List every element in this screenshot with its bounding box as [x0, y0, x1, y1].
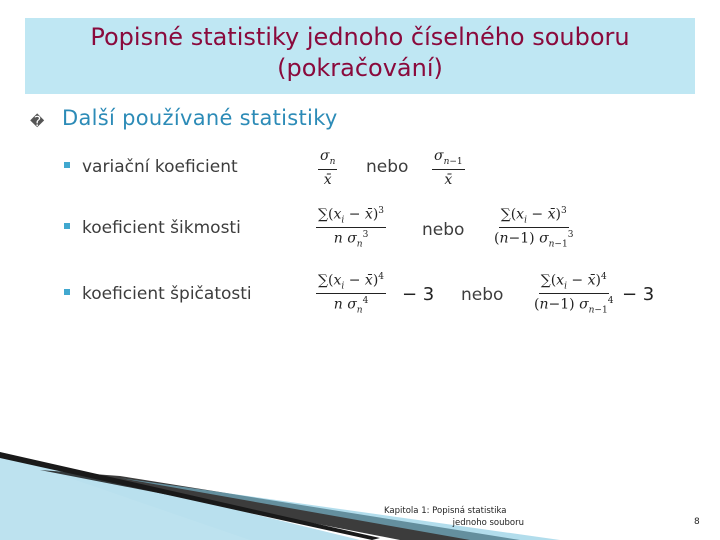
footer-chapter	[384, 505, 524, 529]
title-line-2: (pokračování)	[277, 54, 443, 82]
row-label-kurtosis: koeficient špičatosti	[64, 284, 252, 304]
row-label-variation: variační koeficient	[64, 157, 238, 177]
section-heading: Další používané statistiky	[62, 106, 338, 130]
formula-kurtosis-sample: $\frac{\sum(x_i - x̄)^4}{(n-1) \sigma_{n-1}^4}$	[534, 272, 614, 316]
minus-three: − 3	[402, 284, 435, 305]
square-bullet-icon	[64, 289, 70, 295]
footer-line-2: jednoho souboru	[452, 518, 524, 528]
formula-variation-population: $\frac{\sigma_n}{x̄}$	[320, 148, 336, 188]
page-number: 8	[694, 517, 700, 527]
formula-variation-sample: $\frac{\sigma_{n-1}}{x̄}$	[434, 148, 463, 188]
minus-three: − 3	[622, 284, 655, 305]
title-line-1: Popisné statistiky jednoho číselného souboru	[90, 23, 630, 51]
formula-skewness-population: $\frac{\sum(x_i - x̄)^3}{n \sigma_n^3}$	[318, 206, 385, 250]
or-word: nebo	[422, 220, 465, 240]
formula-skewness-sample: $\frac{\sum(x_i - x̄)^3}{(n-1) \sigma_{n-1}^3}$	[494, 206, 574, 250]
or-word: nebo	[366, 157, 409, 177]
slide-title	[25, 22, 695, 84]
formula-kurtosis-population: $\frac{\sum(x_i - x̄)^4}{n \sigma_n^4}$	[318, 272, 385, 316]
square-bullet-icon	[64, 162, 70, 168]
or-word: nebo	[461, 285, 504, 305]
square-bullet-icon	[64, 223, 70, 229]
heading-bullet-icon: �	[30, 114, 45, 130]
row-label-skewness: koeficient šikmosti	[64, 218, 241, 238]
footer-line-1: Kapitola 1: Popisná statistika	[384, 506, 507, 516]
